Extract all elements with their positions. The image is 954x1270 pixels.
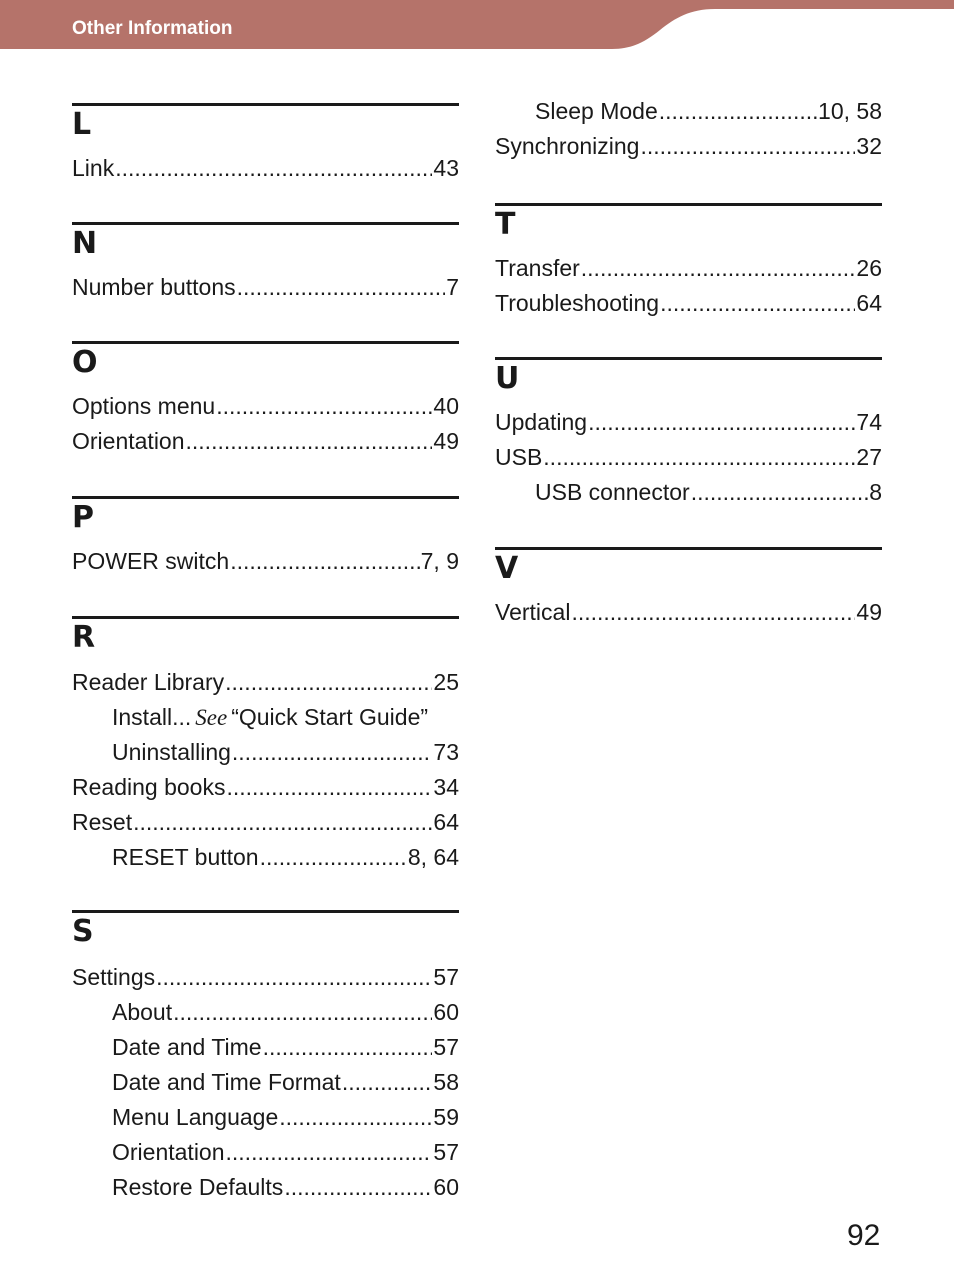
section-divider <box>495 203 882 206</box>
dot-leader <box>659 94 817 129</box>
dot-leader <box>640 129 855 164</box>
section-letter: P <box>72 500 94 535</box>
entry-label: Menu Language <box>112 1104 279 1130</box>
entry-page: 7 <box>446 274 459 300</box>
index-entry-uninstalling[interactable] <box>72 735 459 770</box>
dot-leader <box>237 270 446 305</box>
dot-leader <box>284 1170 432 1205</box>
section-divider <box>72 616 459 619</box>
index-entry-power-switch[interactable] <box>72 544 459 579</box>
index-entry-troubleshooting[interactable] <box>495 286 882 321</box>
index-section-v <box>495 547 882 630</box>
entry-label: Number buttons <box>72 274 236 300</box>
index-entry-reading-books[interactable] <box>72 770 459 805</box>
entry-label: Options menu <box>72 393 216 419</box>
index-entry-sleep-mode[interactable] <box>495 94 882 129</box>
section-divider <box>72 341 459 344</box>
entry-label: Updating <box>495 409 588 435</box>
section-divider <box>72 103 459 106</box>
section-divider <box>495 357 882 360</box>
index-entry-restore-defaults[interactable] <box>72 1170 459 1205</box>
dot-leader <box>226 1135 433 1170</box>
index-entry-date-and-time-format[interactable] <box>72 1065 459 1100</box>
entry-label: Sleep Mode <box>535 98 658 124</box>
index-entry-usb[interactable] <box>495 440 882 475</box>
index-section-n <box>72 222 459 305</box>
index-entry-number-buttons[interactable] <box>72 270 459 305</box>
entry-label: Troubleshooting <box>495 290 660 316</box>
dot-leader <box>115 151 432 186</box>
entry-label: Date and Time Format <box>112 1069 341 1095</box>
entry-page: 8, 64 <box>407 844 459 870</box>
index-entry-updating[interactable] <box>495 405 882 440</box>
section-letter: L <box>72 107 92 142</box>
section-letter: O <box>72 345 98 380</box>
index-entry-date-and-time[interactable] <box>72 1030 459 1065</box>
entry-label: Vertical <box>495 599 571 625</box>
see-reference: See <box>195 705 228 730</box>
entry-page: 27 <box>856 444 882 470</box>
entry-label: Orientation <box>72 428 185 454</box>
entry-page: 57 <box>433 1034 459 1060</box>
index-entry-synchronizing[interactable] <box>495 129 882 164</box>
section-letter: T <box>495 207 516 242</box>
entry-page: 74 <box>856 409 882 435</box>
index-section-u <box>495 357 882 510</box>
section-header-bar <box>0 0 954 52</box>
section-divider <box>72 910 459 913</box>
entry-page: 57 <box>433 1139 459 1165</box>
dot-leader <box>230 544 419 579</box>
entry-label: USB <box>495 444 543 470</box>
index-section-s <box>72 910 459 1205</box>
entry-page: 40 <box>433 393 459 419</box>
entry-label: Reset <box>72 809 133 835</box>
dot-leader <box>133 805 432 840</box>
dot-leader <box>543 440 855 475</box>
entry-page: 64 <box>856 290 882 316</box>
entry-page: 49 <box>433 428 459 454</box>
dot-leader <box>581 251 856 286</box>
entry-page: 25 <box>433 669 459 695</box>
section-letter: R <box>72 620 96 655</box>
entry-page: 73 <box>433 739 459 765</box>
dot-leader <box>232 735 433 770</box>
entry-page: 60 <box>433 1174 459 1200</box>
entry-label: Install <box>112 704 173 730</box>
entry-page: 58 <box>433 1069 459 1095</box>
section-divider <box>72 222 459 225</box>
entry-label: Link <box>72 155 115 181</box>
dot-leader <box>279 1100 432 1135</box>
index-continued-entries <box>495 94 882 164</box>
index-entry-reset[interactable] <box>72 805 459 840</box>
entry-page: 8 <box>869 479 882 505</box>
index-entry-about[interactable] <box>72 995 459 1030</box>
dot-leader <box>216 389 432 424</box>
section-divider <box>495 547 882 550</box>
index-section-o <box>72 341 459 459</box>
dot-leader <box>691 475 869 510</box>
section-letter: V <box>495 551 519 586</box>
dot-leader <box>342 1065 433 1100</box>
entry-label: Orientation <box>112 1139 225 1165</box>
entry-label: Synchronizing <box>495 133 640 159</box>
index-entry-settings[interactable] <box>72 960 459 995</box>
section-letter: S <box>72 914 94 949</box>
index-section-t <box>495 203 882 321</box>
dot-leader <box>571 595 855 630</box>
index-entry-reset-button[interactable] <box>72 840 459 875</box>
entry-page: 57 <box>433 964 459 990</box>
page-number: 92 <box>847 1219 881 1252</box>
index-section-p <box>72 496 459 579</box>
entry-label: About <box>112 999 173 1025</box>
section-divider <box>72 496 459 499</box>
index-entry-link[interactable] <box>72 151 459 186</box>
entry-label: USB connector <box>535 479 690 505</box>
index-section-l <box>72 103 459 186</box>
entry-page: 34 <box>433 774 459 800</box>
entry-page: 60 <box>433 999 459 1025</box>
index-entry-usb-connector[interactable] <box>495 475 882 510</box>
entry-label: Date and Time <box>112 1034 262 1060</box>
entry-page: “Quick Start Guide” <box>231 704 429 730</box>
entry-page: 64 <box>433 809 459 835</box>
index-entry-vertical[interactable] <box>495 595 882 630</box>
entry-label: Transfer <box>495 255 580 281</box>
dot-leader <box>225 665 432 700</box>
dot-leader <box>226 770 432 805</box>
entry-label: Uninstalling <box>112 739 231 765</box>
entry-page: 26 <box>856 255 882 281</box>
index-entry-settings-orientation[interactable] <box>72 1135 459 1170</box>
section-header-title: Other Information <box>72 18 233 39</box>
index-section-r <box>72 616 459 875</box>
dot-leader <box>260 840 407 875</box>
entry-page: 32 <box>856 133 882 159</box>
entry-label: Settings <box>72 964 156 990</box>
entry-label: Restore Defaults <box>112 1174 284 1200</box>
dot-leader <box>173 995 432 1030</box>
dot-leader <box>156 960 432 995</box>
section-letter: U <box>495 361 520 396</box>
entry-page: 10, 58 <box>818 98 882 124</box>
dot-leader <box>263 1030 433 1065</box>
entry-label: POWER switch <box>72 548 230 574</box>
index-entry-menu-language[interactable] <box>72 1100 459 1135</box>
dot-leader <box>660 286 855 321</box>
index-entry-reader-library[interactable] <box>72 665 459 700</box>
entry-page: 7, 9 <box>420 548 459 574</box>
index-entry-transfer[interactable] <box>495 251 882 286</box>
index-entry-install[interactable]: Install ... See “Quick Start Guide” <box>72 700 459 735</box>
entry-page: 59 <box>433 1104 459 1130</box>
section-letter: N <box>72 226 98 261</box>
entry-label: Reader Library <box>72 669 225 695</box>
dot-leader <box>186 424 433 459</box>
entry-label: RESET button <box>112 844 259 870</box>
entry-page: 43 <box>433 155 459 181</box>
index-entry-options-menu[interactable] <box>72 389 459 424</box>
entry-page: 49 <box>856 599 882 625</box>
entry-label: Reading books <box>72 774 226 800</box>
dot-leader <box>588 405 855 440</box>
index-entry-orientation[interactable] <box>72 424 459 459</box>
